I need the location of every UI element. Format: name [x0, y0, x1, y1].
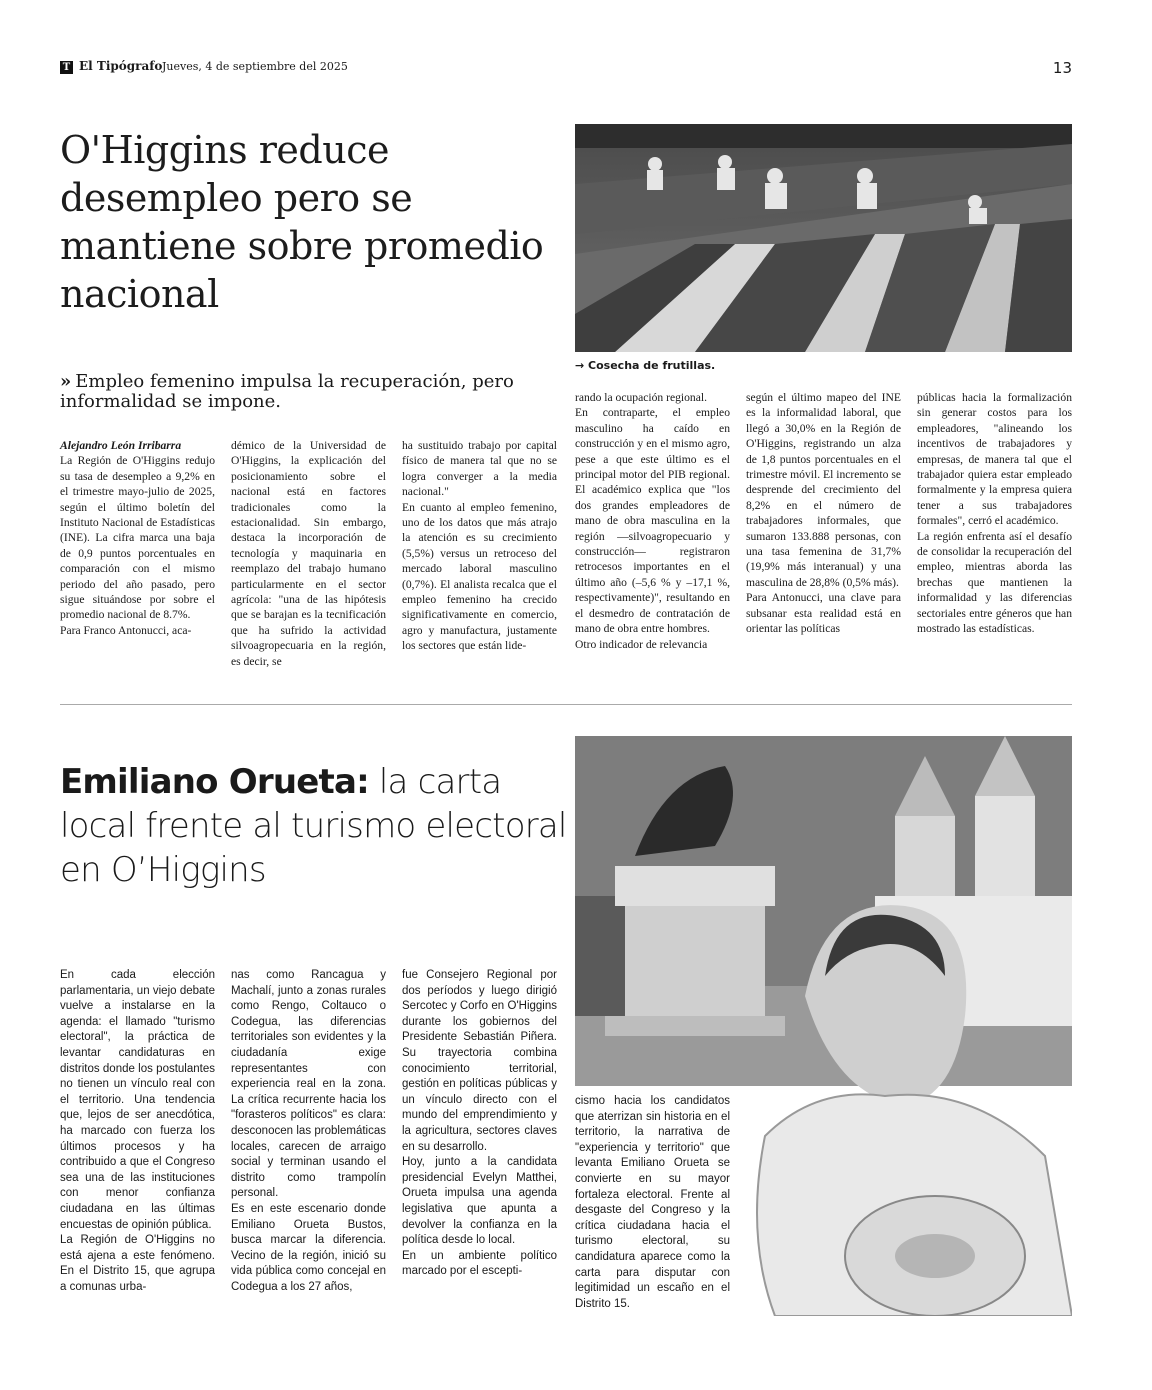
newspaper-logo-icon: T	[60, 61, 73, 74]
article1-column-1-text: La Región de O'Higgins redujo su tasa de desempleo a 9,2% en el trimestre mayo-julio de 2025, según el último boletín del Instituto Nacional de Estadísticas (INE). La cifra marca una baja de 0,9 puntos porcentuales en comparación con el mismo periodo del año pasado, pero sigue situándose por sobre el promedio nacional de 8.7%. Para Franco Antonucci, aca-	[60, 454, 215, 637]
photo-caption: → Cosecha de frutillas.	[575, 359, 716, 372]
issue-date: Jueves, 4 de septiembre del 2025	[162, 60, 348, 73]
article2-column-3: fue Consejero Regional por dos períodos y luego dirigió Sercotec y Corfo en O'Higgins durante los gobiernos del Presidente Sebastián Piñera. Su trayectoria combina conocimiento territorial, gestión en políticas públicas y un vínculo directo con el mundo del emprendimiento y la agricultura, sectores claves en su desarrollo. Hoy, junto a la candidata presidencial Evelyn Matthei, Orueta impulsa una agenda legislativa que apunta a devolver la confianza en la política desde lo local. En un ambiente político marcado por el escepti-	[402, 969, 557, 1278]
headline-rest: la carta local frente al turismo electoral en O’Higgins	[60, 762, 567, 890]
article1-lead	[60, 372, 540, 412]
lead-marker-icon: »	[60, 371, 72, 392]
strawberry-harvest-photo	[575, 124, 1072, 352]
byline: Alejandro León Irribarra	[60, 439, 182, 452]
article2-column-4: cismo hacia los candidatos que aterrizan sin historia en el territorio, la narrativa de "experiencia y territorio" que levanta Emiliano Orueta se convierte en su mayor fortaleza electoral. Frente al desgaste del Congreso y la crítica ciudadana hacia el turismo electoral, su candidatura aparece como la carta para disputar con legitimidad un escaño en el Distrito 15.	[575, 1094, 730, 1312]
article1-column-6: públicas hacia la formalización sin generar costos para los empleadores, "alineando los incentivos de trabajadores y empresas, de manera tal que el trabajador quiera estar empleado formalmente y la empresa quiera tener a sus trabajadores formales", cerró el académico. La región enfrenta así el desafío de consolidar la recuperación del empleo, mientras aborda las brechas que mantienen la informalidad y las diferencias sectoriales entre géneros que han mostrado las estadísticas.	[917, 391, 1072, 636]
article2-headline	[60, 760, 570, 892]
article1-headline: O'Higgins reduce desempleo pero se mantiene sobre promedio nacional	[60, 128, 544, 316]
article2-column-2: nas como Rancagua y Machalí, junto a zonas rurales como Rengo, Coltauco o Codegua, las diferencias territoriales son evidentes y la ciudadanía exige representantes con experiencia real en la zona. La crítica recurrente hacia los "forasteros políticos" es clara: desconocen las problemáticas locales, carecen de arraigo social y terminan usando el distrito como trampolín personal. Es en este escenario donde Emiliano Orueta Bustos, busca marcar la diferencia. Vecino de la región, inició su vida pública como concejal en Codegua a los 27 años,	[231, 969, 386, 1293]
section-divider	[60, 704, 1072, 705]
lead-text: Empleo femenino impulsa la recuperación, pero informalidad se impone.	[60, 371, 514, 412]
article1-column-4: rando la ocupación regional. En contraparte, el empleo masculino ha caído en construcción y en el mismo agro, pese a que este último es el principal motor del PIB regional. El académico explica que "los dos grandes empleadores de mano de obra masculina en la región —silvoagropecuario y construcción— registraron retrocesos importantes en el último año (–5,6 % y –17,1 %, respectivamente)", resultando en el desmedro de contratación de mano de obra entre hombres. Otro indicador de relevancia	[575, 391, 730, 651]
article1-column-2: démico de la Universidad de O'Higgins, la explicación del posicionamiento sobre el nacional está en factores tradicionales como la estacionalidad. Sin embargo, destaca la incorporación de tecnología y maquinaria en reemplazo del trabajo humano particularmente en el sector agrícola: "una de las hipótesis que se barajan es la tecnificación que ha sufrido la actividad silvoagropecuaria en la región, es decir, se	[231, 439, 386, 668]
article1-column-3: ha sustituido trabajo por capital físico de manera tal que no se logra converger a la media nacional." En cuanto al empleo femenino, uno de los datos que más atrajo la atención es su crecimiento (5,5%) versus un retroceso del mercado laboral masculino (0,7%). El analista recalca que el empleo femenino ha crecido significativamente en comercio, agro y manufactura, justamente los sectores que están lide-	[402, 439, 557, 653]
article2-column-1: En cada elección parlamentaria, un viejo debate vuelve a instalarse en la agenda: el llamado "turismo electoral", la práctica de levantar candidaturas en distritos donde los postulantes no tienen un vínculo real con el territorio. Una tendencia que, lejos de ser anecdótica, ha marcado con fuerza los últimos procesos y ha contribuido a que el Congreso sea una de las instituciones con menor confianza ciudadana en las últimas encuestas de opinión pública. La Región de O'Higgins no está ajena a este fenómeno. En el Distrito 15, que agrupa a comunas urba-	[60, 969, 215, 1293]
article1-column-1	[60, 438, 215, 638]
article1-column-5: según el último mapeo del INE es la informalidad laboral, que llegó a 30,0% en la Región de O'Higgins, registrando un alza de 1,8 puntos porcentuales en el trimestre móvil. El incremento se desprende del crecimiento del 8,2% en el número de trabajadores informales, que sumaron 133.888 personas, con una tasa femenina de 31,7% (19,9% más interanual) y una masculina de 28,8% (0,5% más). Para Antonucci, una clave para subsanar esta realidad está en orientar las políticas	[746, 391, 901, 636]
headline-bold-part: Emiliano Orueta:	[60, 762, 369, 802]
page-number: 13	[1052, 59, 1072, 77]
newspaper-name: El Tipógrafo	[79, 59, 163, 73]
